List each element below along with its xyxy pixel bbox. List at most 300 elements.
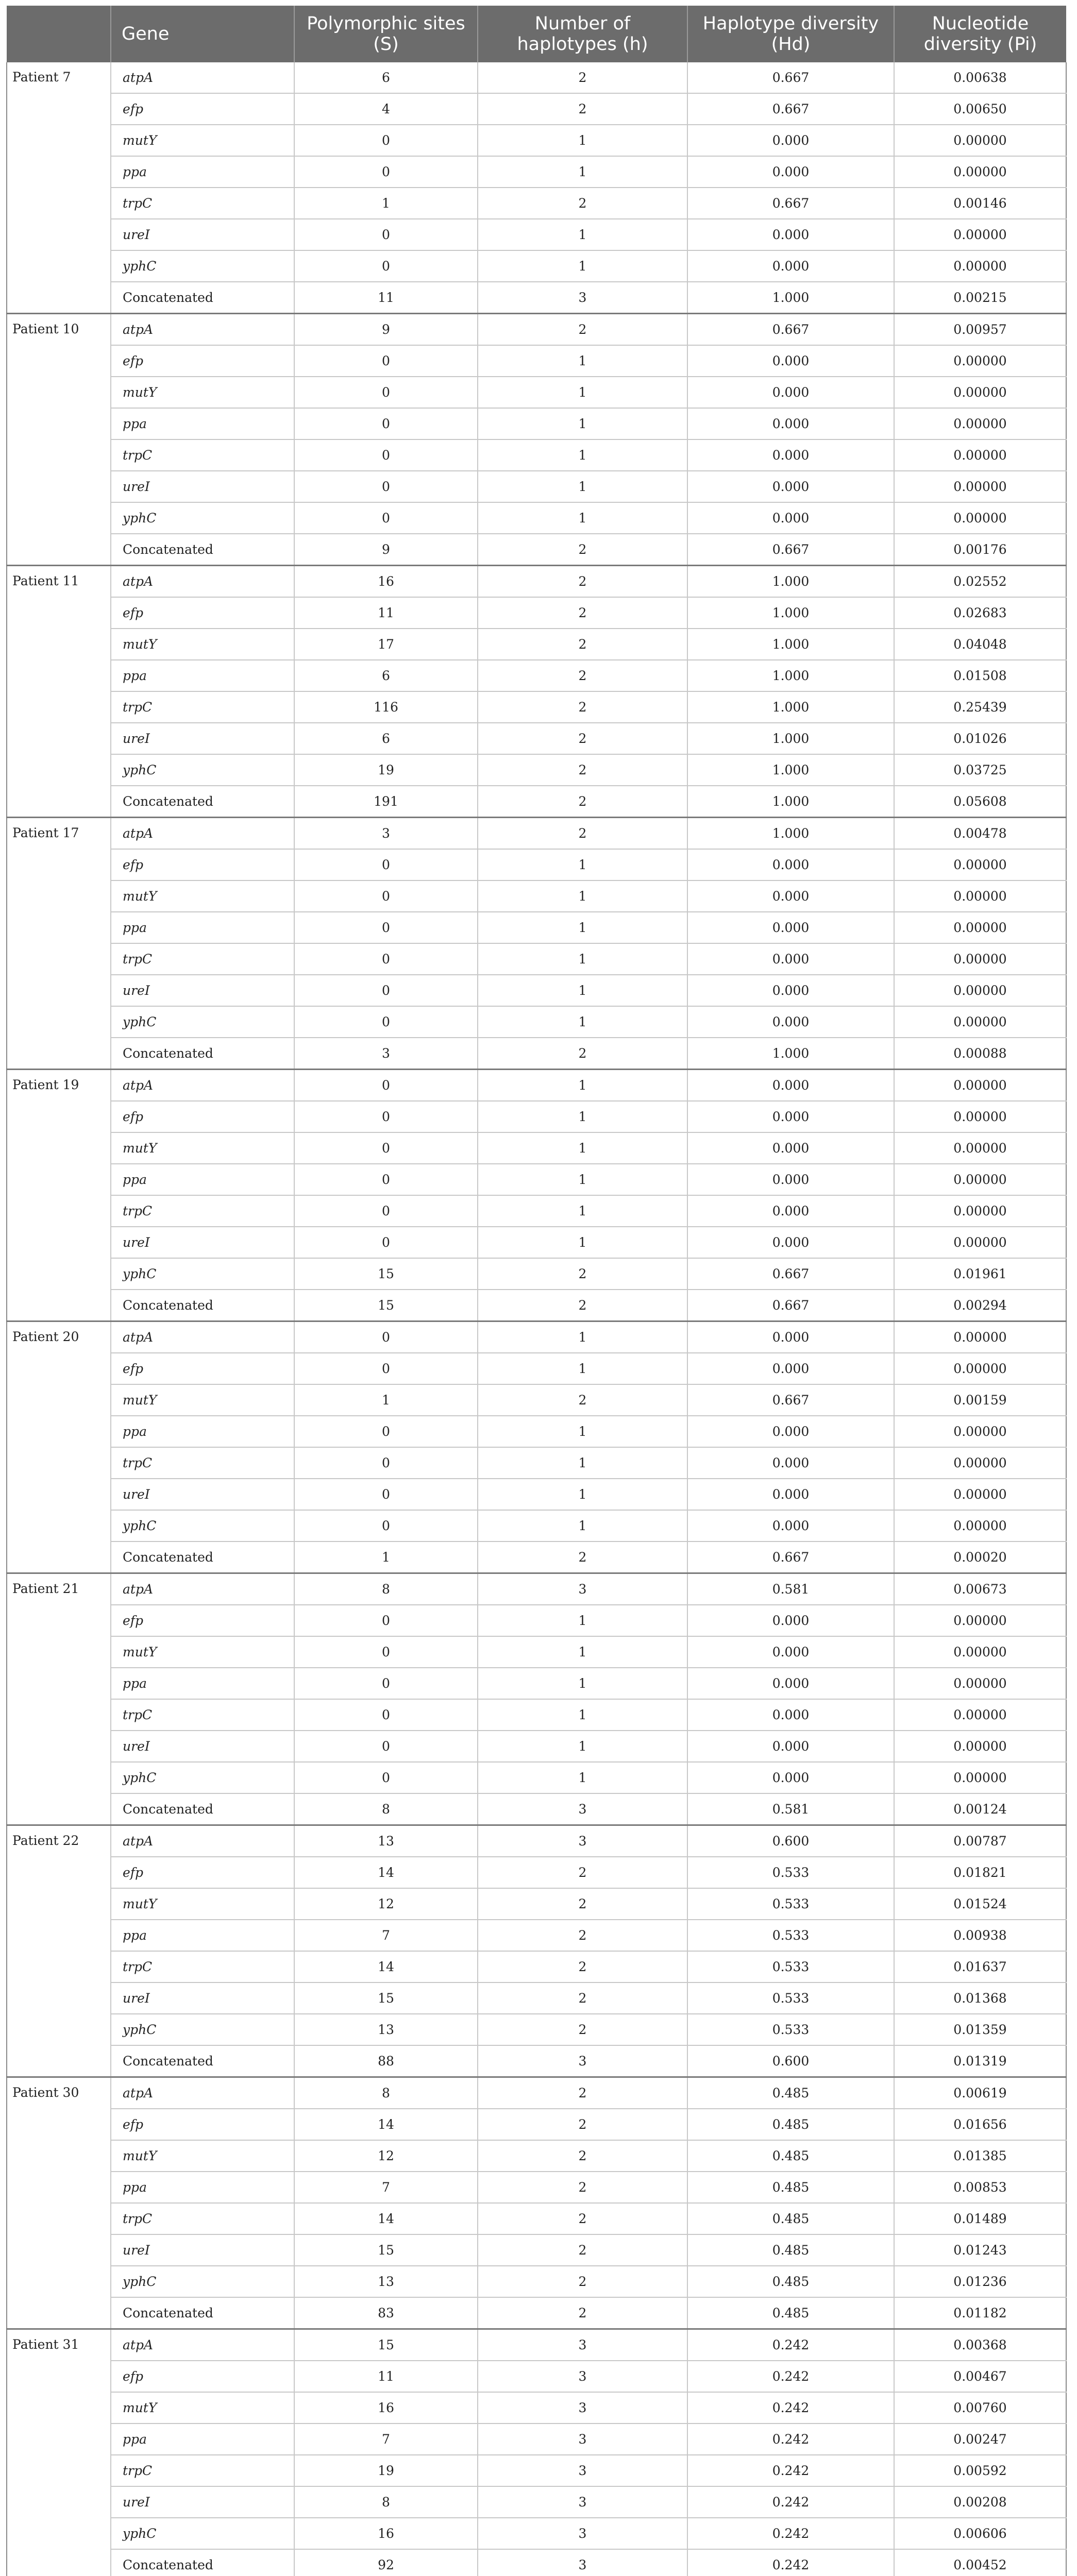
nucleotide-diversity-cell: 0.00000	[894, 1227, 1066, 1258]
table-row	[7, 2486, 1066, 2518]
haplotype-diversity-cell: 0.485	[687, 2140, 894, 2172]
haplotypes-cell: 3	[478, 1573, 687, 1605]
haplotypes-cell: 1	[478, 1731, 687, 1762]
table-row	[7, 849, 1066, 880]
haplotype-diversity-cell: 1.000	[687, 629, 894, 660]
gene-cell: efp	[111, 1605, 294, 1636]
haplotype-diversity-cell: 0.000	[687, 250, 894, 282]
haplotype-diversity-cell: 0.667	[687, 1541, 894, 1573]
gene-cell: atpA	[111, 1321, 294, 1353]
table-row	[7, 2140, 1066, 2172]
table-row	[7, 2266, 1066, 2297]
polymorphic-sites-cell: 15	[294, 1258, 478, 1290]
haplotype-diversity-cell: 0.485	[687, 2203, 894, 2234]
haplotype-diversity-cell: 0.667	[687, 93, 894, 125]
gene-cell: atpA	[111, 62, 294, 93]
gene-cell: ureI	[111, 1479, 294, 1510]
haplotypes-cell: 3	[478, 282, 687, 314]
gene-cell: Concatenated	[111, 282, 294, 314]
haplotypes-cell: 1	[478, 1006, 687, 1038]
table-row	[7, 156, 1066, 188]
haplotype-diversity-cell: 0.242	[687, 2549, 894, 2576]
haplotypes-cell: 2	[478, 818, 687, 850]
gene-cell: Concatenated	[111, 1541, 294, 1573]
haplotype-diversity-cell: 0.581	[687, 1573, 894, 1605]
gene-cell: ppa	[111, 1164, 294, 1195]
patient-label: Patient 7	[7, 62, 111, 314]
polymorphic-sites-cell: 0	[294, 1416, 478, 1447]
nucleotide-diversity-cell: 0.01656	[894, 2109, 1066, 2140]
polymorphic-sites-cell: 3	[294, 818, 478, 850]
gene-cell: trpC	[111, 188, 294, 219]
table-row	[7, 1038, 1066, 1070]
nucleotide-diversity-cell: 0.00146	[894, 188, 1066, 219]
polymorphic-sites-cell: 16	[294, 2392, 478, 2424]
haplotypes-cell: 1	[478, 502, 687, 534]
table-row	[7, 2455, 1066, 2486]
haplotype-diversity-cell: 0.000	[687, 943, 894, 975]
haplotype-diversity-cell: 0.000	[687, 1070, 894, 1101]
gene-cell: yphC	[111, 2266, 294, 2297]
haplotype-diversity-cell: 0.242	[687, 2486, 894, 2518]
nucleotide-diversity-cell: 0.00000	[894, 1447, 1066, 1479]
diversity-table	[6, 6, 1067, 2576]
nucleotide-diversity-cell: 0.02552	[894, 566, 1066, 598]
table-row	[7, 1541, 1066, 1573]
haplotypes-cell: 3	[478, 2392, 687, 2424]
gene-cell: efp	[111, 93, 294, 125]
haplotype-diversity-cell: 0.667	[687, 1290, 894, 1321]
patient-label: Patient 19	[7, 1070, 111, 1321]
gene-cell: atpA	[111, 818, 294, 850]
patient-label: Patient 22	[7, 1825, 111, 2077]
haplotype-diversity-cell: 0.485	[687, 2172, 894, 2203]
nucleotide-diversity-cell: 0.01961	[894, 1258, 1066, 1290]
table-row	[7, 597, 1066, 629]
gene-cell: Concatenated	[111, 1793, 294, 1825]
table-row	[7, 2549, 1066, 2576]
table-row	[7, 408, 1066, 439]
polymorphic-sites-cell: 15	[294, 1290, 478, 1321]
nucleotide-diversity-cell: 0.00000	[894, 849, 1066, 880]
haplotype-diversity-cell: 0.485	[687, 2234, 894, 2266]
gene-cell: ppa	[111, 660, 294, 691]
nucleotide-diversity-cell: 0.00650	[894, 93, 1066, 125]
table-row	[7, 534, 1066, 566]
haplotypes-cell: 3	[478, 2455, 687, 2486]
nucleotide-diversity-cell: 0.00294	[894, 1290, 1066, 1321]
gene-cell: ppa	[111, 912, 294, 943]
haplotypes-cell: 2	[478, 93, 687, 125]
nucleotide-diversity-cell: 0.01489	[894, 2203, 1066, 2234]
table-row	[7, 566, 1066, 598]
haplotypes-cell: 2	[478, 1290, 687, 1321]
nucleotide-diversity-cell: 0.00124	[894, 1793, 1066, 1825]
gene-cell: ppa	[111, 156, 294, 188]
haplotype-diversity-cell: 0.000	[687, 1605, 894, 1636]
haplotype-diversity-cell: 0.485	[687, 2109, 894, 2140]
gene-cell: yphC	[111, 754, 294, 786]
nucleotide-diversity-cell: 0.00000	[894, 1762, 1066, 1793]
nucleotide-diversity-cell: 0.01236	[894, 2266, 1066, 2297]
haplotype-diversity-cell: 0.000	[687, 1762, 894, 1793]
haplotypes-cell: 3	[478, 2045, 687, 2077]
nucleotide-diversity-cell: 0.01359	[894, 2014, 1066, 2045]
gene-cell: Concatenated	[111, 1038, 294, 1070]
gene-cell: ppa	[111, 1668, 294, 1699]
haplotypes-cell: 1	[478, 156, 687, 188]
nucleotide-diversity-cell: 0.00000	[894, 880, 1066, 912]
gene-cell: mutY	[111, 1888, 294, 1920]
nucleotide-diversity-cell: 0.00000	[894, 408, 1066, 439]
nucleotide-diversity-cell: 0.00000	[894, 1510, 1066, 1541]
gene-cell: efp	[111, 597, 294, 629]
polymorphic-sites-cell: 0	[294, 1006, 478, 1038]
nucleotide-diversity-cell: 0.00247	[894, 2424, 1066, 2455]
nucleotide-diversity-cell: 0.00368	[894, 2329, 1066, 2361]
nucleotide-diversity-cell: 0.00938	[894, 1920, 1066, 1951]
polymorphic-sites-cell: 15	[294, 1982, 478, 2014]
haplotype-diversity-cell: 0.000	[687, 849, 894, 880]
patient-label: Patient 21	[7, 1573, 111, 1825]
haplotypes-cell: 1	[478, 849, 687, 880]
haplotype-diversity-cell: 0.600	[687, 2045, 894, 2077]
haplotype-diversity-cell: 0.485	[687, 2266, 894, 2297]
polymorphic-sites-cell: 6	[294, 723, 478, 754]
haplotype-diversity-cell: 0.000	[687, 471, 894, 502]
haplotypes-cell: 2	[478, 660, 687, 691]
polymorphic-sites-cell: 0	[294, 943, 478, 975]
nucleotide-diversity-cell: 0.00088	[894, 1038, 1066, 1070]
nucleotide-diversity-cell: 0.00000	[894, 439, 1066, 471]
nucleotide-diversity-cell: 0.00000	[894, 912, 1066, 943]
haplotypes-cell: 1	[478, 250, 687, 282]
haplotype-diversity-cell: 1.000	[687, 282, 894, 314]
nucleotide-diversity-cell: 0.00000	[894, 156, 1066, 188]
haplotypes-cell: 2	[478, 1384, 687, 1416]
gene-cell: ppa	[111, 2424, 294, 2455]
polymorphic-sites-cell: 92	[294, 2549, 478, 2576]
gene-cell: trpC	[111, 1447, 294, 1479]
nucleotide-diversity-cell: 0.00000	[894, 1699, 1066, 1731]
table-row	[7, 786, 1066, 818]
haplotype-diversity-cell: 1.000	[687, 754, 894, 786]
polymorphic-sites-cell: 0	[294, 1510, 478, 1541]
haplotype-diversity-cell: 0.485	[687, 2077, 894, 2109]
header-gene: Gene	[111, 6, 294, 62]
polymorphic-sites-cell: 0	[294, 1101, 478, 1132]
patient-label: Patient 31	[7, 2329, 111, 2576]
haplotype-diversity-cell: 1.000	[687, 566, 894, 598]
haplotypes-cell: 1	[478, 377, 687, 408]
gene-cell: yphC	[111, 2014, 294, 2045]
haplotype-diversity-cell: 0.000	[687, 1510, 894, 1541]
haplotypes-cell: 3	[478, 2361, 687, 2392]
haplotypes-cell: 3	[478, 2424, 687, 2455]
polymorphic-sites-cell: 0	[294, 471, 478, 502]
nucleotide-diversity-cell: 0.00673	[894, 1573, 1066, 1605]
table-row	[7, 314, 1066, 346]
haplotypes-cell: 1	[478, 1070, 687, 1101]
haplotype-diversity-cell: 0.000	[687, 1227, 894, 1258]
haplotype-diversity-cell: 0.000	[687, 125, 894, 156]
polymorphic-sites-cell: 0	[294, 1699, 478, 1731]
haplotype-diversity-cell: 0.000	[687, 219, 894, 250]
nucleotide-diversity-cell: 0.00853	[894, 2172, 1066, 2203]
gene-cell: yphC	[111, 1762, 294, 1793]
header-haplotypes: Number of haplotypes (h)	[478, 6, 687, 62]
polymorphic-sites-cell: 11	[294, 2361, 478, 2392]
table-row	[7, 439, 1066, 471]
haplotype-diversity-cell: 0.000	[687, 502, 894, 534]
nucleotide-diversity-cell: 0.00000	[894, 1416, 1066, 1447]
polymorphic-sites-cell: 13	[294, 2266, 478, 2297]
haplotypes-cell: 1	[478, 1132, 687, 1164]
nucleotide-diversity-cell: 0.00176	[894, 534, 1066, 566]
nucleotide-diversity-cell: 0.00452	[894, 2549, 1066, 2576]
haplotypes-cell: 1	[478, 880, 687, 912]
gene-cell: mutY	[111, 629, 294, 660]
polymorphic-sites-cell: 1	[294, 1384, 478, 1416]
polymorphic-sites-cell: 0	[294, 1353, 478, 1384]
gene-cell: mutY	[111, 377, 294, 408]
haplotype-diversity-cell: 0.000	[687, 880, 894, 912]
nucleotide-diversity-cell: 0.00215	[894, 282, 1066, 314]
haplotypes-cell: 2	[478, 1951, 687, 1982]
polymorphic-sites-cell: 0	[294, 912, 478, 943]
gene-cell: atpA	[111, 2329, 294, 2361]
table-row	[7, 880, 1066, 912]
haplotype-diversity-cell: 0.000	[687, 1668, 894, 1699]
haplotypes-cell: 2	[478, 754, 687, 786]
nucleotide-diversity-cell: 0.00619	[894, 2077, 1066, 2109]
polymorphic-sites-cell: 13	[294, 1825, 478, 1857]
haplotypes-cell: 1	[478, 1699, 687, 1731]
haplotype-diversity-cell: 0.581	[687, 1793, 894, 1825]
header-haplotype-diversity: Haplotype diversity (Hd)	[687, 6, 894, 62]
nucleotide-diversity-cell: 0.00000	[894, 219, 1066, 250]
gene-cell: yphC	[111, 1510, 294, 1541]
haplotype-diversity-cell: 0.242	[687, 2455, 894, 2486]
polymorphic-sites-cell: 9	[294, 534, 478, 566]
polymorphic-sites-cell: 14	[294, 1857, 478, 1888]
nucleotide-diversity-cell: 0.00000	[894, 125, 1066, 156]
nucleotide-diversity-cell: 0.00000	[894, 1101, 1066, 1132]
nucleotide-diversity-cell: 0.00957	[894, 314, 1066, 346]
polymorphic-sites-cell: 0	[294, 1321, 478, 1353]
haplotypes-cell: 1	[478, 1636, 687, 1668]
nucleotide-diversity-cell: 0.00000	[894, 1132, 1066, 1164]
haplotypes-cell: 3	[478, 2549, 687, 2576]
polymorphic-sites-cell: 12	[294, 2140, 478, 2172]
table-row	[7, 2424, 1066, 2455]
haplotype-diversity-cell: 0.485	[687, 2297, 894, 2329]
haplotype-diversity-cell: 0.242	[687, 2361, 894, 2392]
table-row	[7, 660, 1066, 691]
gene-cell: efp	[111, 345, 294, 377]
nucleotide-diversity-cell: 0.00000	[894, 1731, 1066, 1762]
haplotype-diversity-cell: 0.000	[687, 1479, 894, 1510]
gene-cell: atpA	[111, 566, 294, 598]
haplotype-diversity-cell: 0.000	[687, 1731, 894, 1762]
nucleotide-diversity-cell: 0.00000	[894, 377, 1066, 408]
nucleotide-diversity-cell: 0.00000	[894, 1195, 1066, 1227]
polymorphic-sites-cell: 88	[294, 2045, 478, 2077]
table-row	[7, 2045, 1066, 2077]
haplotypes-cell: 2	[478, 1857, 687, 1888]
gene-cell: atpA	[111, 2077, 294, 2109]
gene-cell: mutY	[111, 125, 294, 156]
gene-cell: Concatenated	[111, 534, 294, 566]
nucleotide-diversity-cell: 0.00000	[894, 1164, 1066, 1195]
haplotypes-cell: 3	[478, 2329, 687, 2361]
haplotypes-cell: 1	[478, 219, 687, 250]
haplotype-diversity-cell: 0.533	[687, 1982, 894, 2014]
haplotype-diversity-cell: 0.000	[687, 1132, 894, 1164]
table-row	[7, 1888, 1066, 1920]
haplotype-diversity-cell: 0.000	[687, 975, 894, 1006]
patient-label: Patient 17	[7, 818, 111, 1070]
gene-cell: ppa	[111, 408, 294, 439]
haplotype-diversity-cell: 0.533	[687, 1857, 894, 1888]
polymorphic-sites-cell: 15	[294, 2329, 478, 2361]
haplotypes-cell: 1	[478, 1195, 687, 1227]
polymorphic-sites-cell: 0	[294, 1668, 478, 1699]
nucleotide-diversity-cell: 0.01637	[894, 1951, 1066, 1982]
gene-cell: trpC	[111, 943, 294, 975]
table-row	[7, 502, 1066, 534]
polymorphic-sites-cell: 14	[294, 2109, 478, 2140]
polymorphic-sites-cell: 0	[294, 1447, 478, 1479]
table-row	[7, 2392, 1066, 2424]
haplotypes-cell: 2	[478, 2014, 687, 2045]
gene-cell: mutY	[111, 1384, 294, 1416]
polymorphic-sites-cell: 0	[294, 849, 478, 880]
gene-cell: trpC	[111, 2455, 294, 2486]
polymorphic-sites-cell: 0	[294, 880, 478, 912]
table-row	[7, 1101, 1066, 1132]
polymorphic-sites-cell: 0	[294, 1132, 478, 1164]
haplotype-diversity-cell: 0.000	[687, 1101, 894, 1132]
haplotype-diversity-cell: 0.242	[687, 2392, 894, 2424]
nucleotide-diversity-cell: 0.02683	[894, 597, 1066, 629]
table-row	[7, 1258, 1066, 1290]
nucleotide-diversity-cell: 0.00592	[894, 2455, 1066, 2486]
polymorphic-sites-cell: 0	[294, 377, 478, 408]
polymorphic-sites-cell: 8	[294, 1793, 478, 1825]
gene-cell: ureI	[111, 1731, 294, 1762]
haplotype-diversity-cell: 0.533	[687, 1888, 894, 1920]
haplotype-diversity-cell: 0.242	[687, 2329, 894, 2361]
gene-cell: atpA	[111, 314, 294, 346]
nucleotide-diversity-cell: 0.00000	[894, 1321, 1066, 1353]
nucleotide-diversity-cell: 0.00000	[894, 250, 1066, 282]
haplotypes-cell: 2	[478, 1038, 687, 1070]
table-row	[7, 1793, 1066, 1825]
table-body	[7, 62, 1066, 2576]
haplotypes-cell: 2	[478, 597, 687, 629]
polymorphic-sites-cell: 0	[294, 439, 478, 471]
haplotypes-cell: 2	[478, 534, 687, 566]
table-row	[7, 1982, 1066, 2014]
haplotype-diversity-cell: 0.000	[687, 345, 894, 377]
haplotypes-cell: 2	[478, 2140, 687, 2172]
polymorphic-sites-cell: 6	[294, 660, 478, 691]
haplotypes-cell: 2	[478, 2297, 687, 2329]
table-row	[7, 1762, 1066, 1793]
haplotype-diversity-cell: 0.667	[687, 1258, 894, 1290]
haplotype-diversity-cell: 0.667	[687, 1384, 894, 1416]
table-row	[7, 1070, 1066, 1101]
polymorphic-sites-cell: 0	[294, 1731, 478, 1762]
haplotypes-cell: 1	[478, 1101, 687, 1132]
nucleotide-diversity-cell: 0.00000	[894, 471, 1066, 502]
haplotype-diversity-cell: 0.600	[687, 1825, 894, 1857]
table-row	[7, 629, 1066, 660]
nucleotide-diversity-cell: 0.01368	[894, 1982, 1066, 2014]
table-row	[7, 1384, 1066, 1416]
haplotypes-cell: 2	[478, 1541, 687, 1573]
polymorphic-sites-cell: 191	[294, 786, 478, 818]
haplotypes-cell: 1	[478, 1668, 687, 1699]
polymorphic-sites-cell: 11	[294, 597, 478, 629]
polymorphic-sites-cell: 0	[294, 345, 478, 377]
nucleotide-diversity-cell: 0.00467	[894, 2361, 1066, 2392]
gene-cell: mutY	[111, 2392, 294, 2424]
polymorphic-sites-cell: 12	[294, 1888, 478, 1920]
gene-cell: ppa	[111, 2172, 294, 2203]
gene-cell: efp	[111, 2361, 294, 2392]
table-row	[7, 2172, 1066, 2203]
gene-cell: efp	[111, 1101, 294, 1132]
polymorphic-sites-cell: 83	[294, 2297, 478, 2329]
haplotype-diversity-cell: 0.000	[687, 1353, 894, 1384]
haplotype-diversity-cell: 0.242	[687, 2424, 894, 2455]
table-row	[7, 188, 1066, 219]
haplotype-diversity-cell: 0.667	[687, 188, 894, 219]
polymorphic-sites-cell: 0	[294, 1070, 478, 1101]
haplotypes-cell: 2	[478, 2266, 687, 2297]
table-row	[7, 2234, 1066, 2266]
gene-cell: ureI	[111, 1227, 294, 1258]
table-row	[7, 1290, 1066, 1321]
haplotypes-cell: 3	[478, 1793, 687, 1825]
table-row	[7, 471, 1066, 502]
table-row	[7, 93, 1066, 125]
gene-cell: efp	[111, 849, 294, 880]
gene-cell: yphC	[111, 1258, 294, 1290]
polymorphic-sites-cell: 0	[294, 1164, 478, 1195]
nucleotide-diversity-cell: 0.01508	[894, 660, 1066, 691]
table-row	[7, 2361, 1066, 2392]
table-row	[7, 1825, 1066, 1857]
gene-cell: atpA	[111, 1825, 294, 1857]
polymorphic-sites-cell: 15	[294, 2234, 478, 2266]
polymorphic-sites-cell: 4	[294, 93, 478, 125]
haplotype-diversity-cell: 0.000	[687, 1416, 894, 1447]
nucleotide-diversity-cell: 0.00787	[894, 1825, 1066, 1857]
haplotypes-cell: 2	[478, 629, 687, 660]
nucleotide-diversity-cell: 0.00000	[894, 975, 1066, 1006]
table-row	[7, 1416, 1066, 1447]
haplotypes-cell: 2	[478, 188, 687, 219]
table-row	[7, 1731, 1066, 1762]
haplotypes-cell: 2	[478, 1920, 687, 1951]
haplotypes-cell: 2	[478, 1258, 687, 1290]
polymorphic-sites-cell: 0	[294, 1762, 478, 1793]
haplotypes-cell: 1	[478, 943, 687, 975]
table-row	[7, 754, 1066, 786]
